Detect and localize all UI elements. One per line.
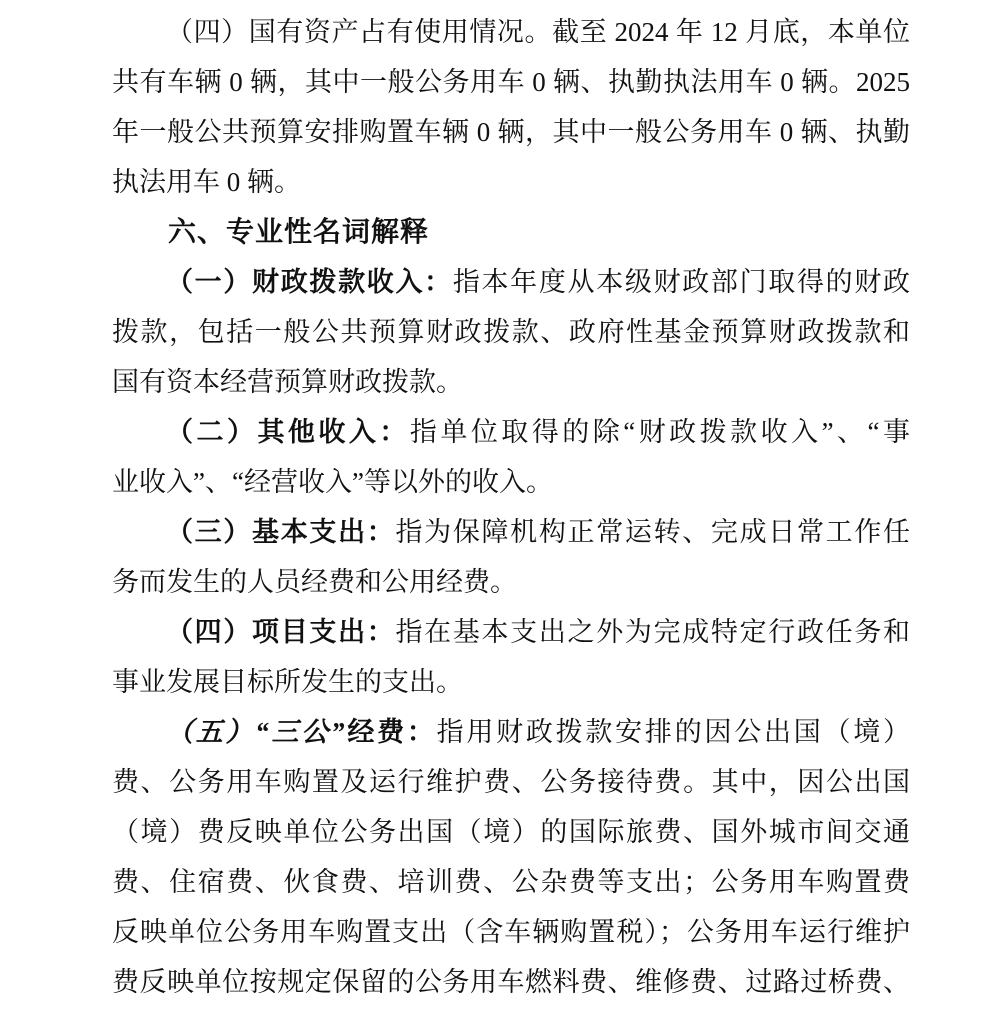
text-segment: 指为保障机构正常运转、完成日常工作任 (395, 517, 910, 547)
text-segment: （四）国有资产占有使用情况。截至 2024 年 12 月底，本单位 (166, 17, 910, 47)
text-line (112, 557, 910, 607)
text-line (112, 357, 910, 407)
text-segment: 指本年度从本级财政部门取得的财政 (452, 267, 910, 297)
text-segment: （境）费反映单位公务出国（境）的国际旅费、国外城市间交通 (112, 817, 910, 847)
text-line (112, 957, 910, 1007)
text-segment: 经费： (344, 717, 437, 747)
text-line (112, 807, 910, 857)
text-line (112, 507, 910, 557)
text-segment: 指用财政拨款安排的因公出国（境） (436, 717, 910, 747)
section-heading (112, 207, 910, 257)
text-line (112, 657, 910, 707)
text-segment: 业收入”、“经营收入”等以外的收入。 (112, 467, 553, 497)
text-segment: 事业发展目标所发生的支出。 (112, 667, 463, 697)
text-segment: 反映单位公务用车购置支出（含车辆购置税）；公务用车运行维护 (112, 917, 910, 947)
text-segment: 共有车辆 0 辆，其中一般公务用车 0 辆、执勤执法用车 0 辆。2025 (112, 67, 910, 97)
text-segment: 指在基本支出之外为完成特定行政任务和 (395, 617, 910, 647)
text-segment: 六、专业性名词解释 (168, 216, 430, 247)
text-line (112, 907, 910, 957)
text-segment: （五）“三公” (166, 717, 345, 747)
text-segment: （四）项目支出： (166, 617, 396, 647)
text-segment: 年一般公共预算安排购置车辆 0 辆，其中一般公务用车 0 辆、执勤 (112, 117, 910, 147)
text-segment: 指单位取得的除“财政拨款收入”、“事 (409, 417, 910, 447)
text-segment: 费反映单位按规定保留的公务用车燃料费、维修费、过路过桥费、 (112, 967, 910, 997)
text-segment: （一）财政拨款收入： (166, 267, 453, 297)
text-segment: 费、公务用车购置及运行维护费、公务接待费。其中，因公出国 (112, 767, 910, 797)
text-segment: 执法用车 0 辆。 (112, 167, 301, 197)
text-line (112, 257, 910, 307)
text-line (112, 607, 910, 657)
text-segment: （三）基本支出： (166, 517, 396, 547)
text-line (112, 707, 910, 757)
text-line (112, 157, 910, 207)
text-line (112, 857, 910, 907)
text-line (112, 307, 910, 357)
text-segment: 务而发生的人员经费和公用经费。 (112, 567, 517, 597)
text-segment: 拨款，包括一般公共预算财政拨款、政府性基金预算财政拨款和 (112, 317, 910, 347)
text-line (112, 457, 910, 507)
text-column (112, 7, 910, 1007)
text-segment: 国有资本经营预算财政拨款。 (112, 367, 463, 397)
text-segment: 费、住宿费、伙食费、培训费、公杂费等支出；公务用车购置费 (112, 867, 910, 897)
text-segment: （二）其他收入： (166, 417, 410, 447)
text-line (112, 57, 910, 107)
text-line (112, 107, 910, 157)
text-line (112, 757, 910, 807)
text-line (112, 407, 910, 457)
text-line (112, 7, 910, 57)
